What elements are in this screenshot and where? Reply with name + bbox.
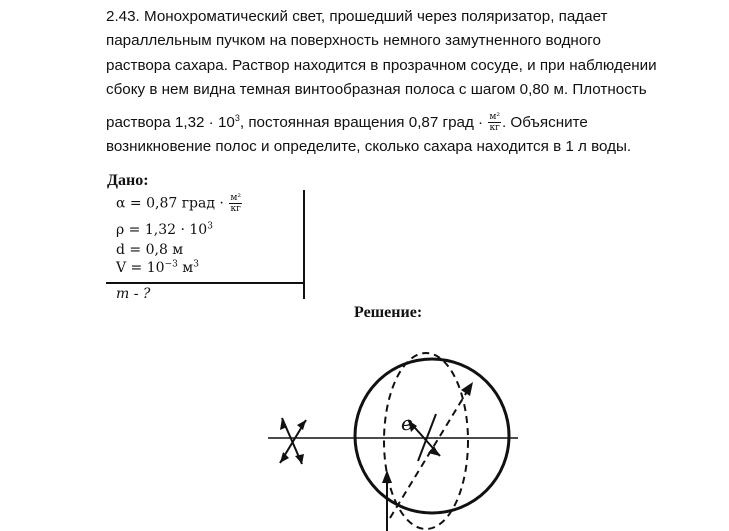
- unit-fraction: [488, 112, 501, 133]
- density-exponent: 3: [234, 112, 240, 123]
- fraction-numerator: м²: [230, 193, 241, 203]
- solution-header: Решение:: [354, 304, 423, 321]
- alpha-unit-fraction: [229, 193, 242, 214]
- fraction-numerator: м²: [489, 112, 500, 123]
- problem-line: параллельным пучком на поверхность немного замутненного водного: [106, 32, 601, 50]
- polarization-figure: [268, 342, 518, 531]
- given-d: d = 0,8 м: [116, 242, 184, 258]
- problem-line: [106, 111, 706, 135]
- rotation-constant-text: , постоянная вращения 0,87 град ·: [239, 113, 484, 131]
- fraction-denominator: кг: [230, 204, 241, 214]
- V-exponent: −3: [164, 259, 178, 270]
- problem-line: раствора сахара. Раствор находится в прозрачном сосуде, и при наблюдении: [106, 56, 657, 74]
- given-alpha: [116, 193, 243, 214]
- ray-arrow-icon: [461, 382, 473, 396]
- V-unit-exponent: 3: [193, 259, 199, 270]
- scattered-ray: [390, 390, 468, 518]
- V-text: V = 10: [116, 260, 165, 276]
- problem-statement: [106, 5, 706, 159]
- given-divider-horizontal: [106, 282, 305, 284]
- problem-line: 2.43. Монохроматический свет, прошедший через поляризатор, падает: [106, 8, 608, 25]
- given-rho: [116, 222, 213, 238]
- arrow-up-icon: [382, 470, 392, 483]
- problem-line: сбоку в нем видна темная винтообразная полоса с шагом 0,80 м. Плотность: [106, 81, 647, 99]
- alpha-text: α = 0,87 град ·: [116, 195, 224, 212]
- rho-text: ρ = 1,32 · 10: [116, 222, 208, 238]
- polarizer-cross-icon: [280, 418, 306, 464]
- fraction-denominator: кг: [489, 123, 500, 134]
- vessel-circle: [355, 359, 509, 513]
- given-header: Дано:: [107, 172, 149, 189]
- given-V: [116, 260, 199, 276]
- figure-label-e: e: [401, 411, 413, 435]
- V-unit: м: [177, 260, 194, 276]
- find-m: m - ?: [116, 286, 151, 302]
- rho-exponent: 3: [207, 221, 213, 232]
- problem-line: возникновение полос и определите, сколько сахара находится в 1 л воды.: [106, 138, 632, 156]
- explain-text: . Объясните: [501, 113, 588, 131]
- density-text: раствора 1,32 · 10: [106, 113, 235, 131]
